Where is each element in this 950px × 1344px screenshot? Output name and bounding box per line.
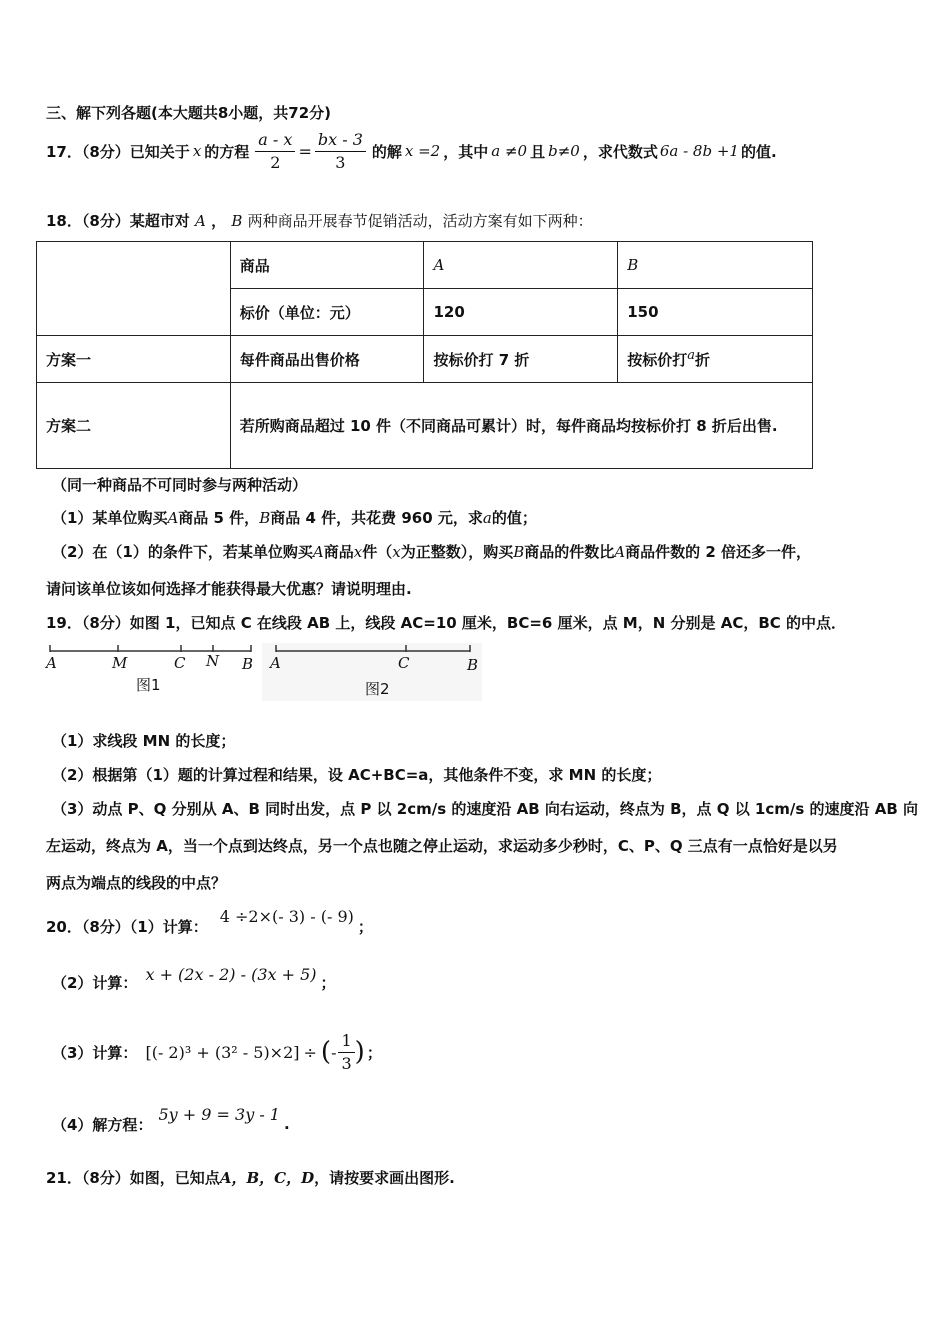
question-17 [46,128,777,174]
q18-note: （同一种商品不可同时参与两种活动） [52,476,308,494]
q18-suffix: 两种商品开展春节促销活动，活动方案有如下两种： [247,212,593,230]
fig1-label-a: A [46,654,57,672]
table-row [37,336,813,383]
promotion-table [36,241,813,469]
q17-fraction-right: $\frac{bx - 3}{3}$ [315,129,366,174]
q19-part2: （2）根据第（1）题的计算过程和结果，设 AC+BC=a，其他条件不变，求 MN 的长度； [52,766,662,784]
q21-suffix: ，请按要求画出图形. [314,1169,455,1187]
q20-p1-end: ； [357,917,373,936]
question-18 [46,210,593,231]
fig1-label-n: N [206,652,220,670]
section-title: 三、解下列各题(本大题共8小题，共72分) [46,104,332,122]
q20-p3-formula: [(- 2)³ + (3² - 5)×2] [145,1042,300,1062]
table-price-label: 标价（单位：元） [230,289,424,336]
table-plan2-label: 方案二 [37,383,231,469]
table-plan1-a: 按标价打 7 折 [424,336,618,383]
table-price-a: 120 [424,289,618,336]
q18-part2: （2）在（1）的条件下，若某单位购买A商品x件（x为正整数），购买B商品的件数比A商品件数的 2 倍还多一件， [52,543,811,561]
q18-part1: （1）某单位购买A商品 5 件，B商品 4 件，共花费 960 元，求a的值； [52,509,537,527]
q20-p2-formula: x + (2x - 2) - (3x + 5) [145,964,317,984]
q18-prefix: 18．（8分）某超市对 [46,212,190,230]
q20-p1-label: 20．（8分）（1）计算： [46,917,208,936]
question-20-part1 [46,906,373,946]
q19-part3-line3: 两点为端点的线段的中点？ [46,874,227,892]
question-19: 19．（8分）如图 1，已知点 C 在线段 AB 上，线段 AC=10 厘米，BC=6 厘米，点 M，N 分别是 AC，BC 的中点． [46,614,847,632]
q21-points: A，B，C，D [219,1169,315,1187]
q17-cond2: a ≠0 [491,142,528,160]
q20-p3-end: ； [366,1043,382,1062]
table-row [37,242,813,289]
q18-var-b: B [231,212,243,230]
table-goods-a: A [424,242,618,289]
q17-part2: 的解 [371,142,402,161]
fig2-label-b: B [467,656,479,674]
q17-equals: = [298,141,312,161]
table-plan1-desc: 每件商品出售价格 [230,336,424,383]
question-20-part3 [52,1028,382,1076]
table-header-goods: 商品 [230,242,424,289]
q17-cond3: b≠0 [548,142,580,160]
q19-part1: （1）求线段 MN 的长度； [52,732,236,750]
table-empty-cell [37,242,231,336]
fig2-caption: 图2 [365,680,390,698]
fig1-caption: 图1 [136,676,161,694]
q17-part3: ，其中 [443,142,489,161]
q20-p4-formula: 5y + 9 = 3y - 1 [158,1104,280,1124]
table-plan2-desc: 若所购商品超过 10 件（不同商品可累计）时，每件商品均按标价打 8 折后出售. [230,383,812,469]
table-plan1-b: 按标价打$^a$折 [618,336,813,383]
q20-p3-label: （3）计算： [52,1043,138,1062]
q18-sep: ， [211,212,227,230]
q17-mid: 的方程 [204,142,250,161]
table-plan1-label: 方案一 [37,336,231,383]
q18-var-a: A [195,212,206,230]
q19-part3-line2: 左运动，终点为 A，当一个点到达终点，另一个点也随之停止运动，求运动多少秒时，C、P、Q 三点有一点恰好是以另 [46,837,838,855]
figure-2 [262,643,482,701]
table-goods-b: B [618,242,813,289]
q17-prefix: 17．（8分）已知关于 [46,142,190,161]
q17-suffix: 的值. [740,142,777,161]
q20-p1-formula: 4 ÷2×(- 3) - (- 9) [219,906,354,926]
fig1-label-m: M [112,654,128,672]
q18-part2-line2: 请问该单位该如何选择才能获得最大优惠？请说明理由. [46,580,412,598]
q20-p2-end: ； [320,973,336,992]
q20-p3-fraction: $\frac{1}{3}$ [338,1030,354,1075]
table-row [37,383,813,469]
q17-part4: 且 [530,142,546,161]
fig1-label-c: C [174,654,186,672]
q20-p2-label: （2）计算： [52,973,138,992]
question-20-part2 [52,962,336,1002]
table-price-b: 150 [618,289,813,336]
figure-2-segment [262,643,482,657]
q20-p3-minus: - [331,1042,337,1062]
q20-p3-paren-open: ( [320,1037,332,1067]
q21-prefix: 21．（8分）如图，已知点 [46,1169,220,1187]
question-21 [46,1167,455,1188]
q17-cond1: x =2 [404,142,441,160]
q19-part3-line1: （3）动点 P、Q 分别从 A、B 同时出发，点 P 以 2cm/s 的速度沿 AB 向右运动，终点为 B，点 Q 以 1cm/s 的速度沿 AB 向 [52,800,918,818]
q17-var-x: x [192,142,202,160]
q20-p4-label: （4）解方程： [52,1115,153,1134]
q17-fraction-left: $\frac{a - x}{2}$ [255,129,295,174]
q20-p3-paren-close: ) [354,1037,365,1067]
fig2-label-a: A [270,654,281,672]
figure-1 [46,643,256,698]
figure-1-segment [46,643,256,657]
q17-expression: 6a - 8b +1 [659,142,739,160]
fig1-label-b: B [242,655,254,673]
fig2-label-c: C [398,654,410,672]
question-20-part4 [52,1104,290,1144]
q17-part5: ，求代数式 [582,142,658,161]
q20-p3-divide: ÷ [303,1042,317,1062]
q20-p4-end: . [283,1115,290,1133]
